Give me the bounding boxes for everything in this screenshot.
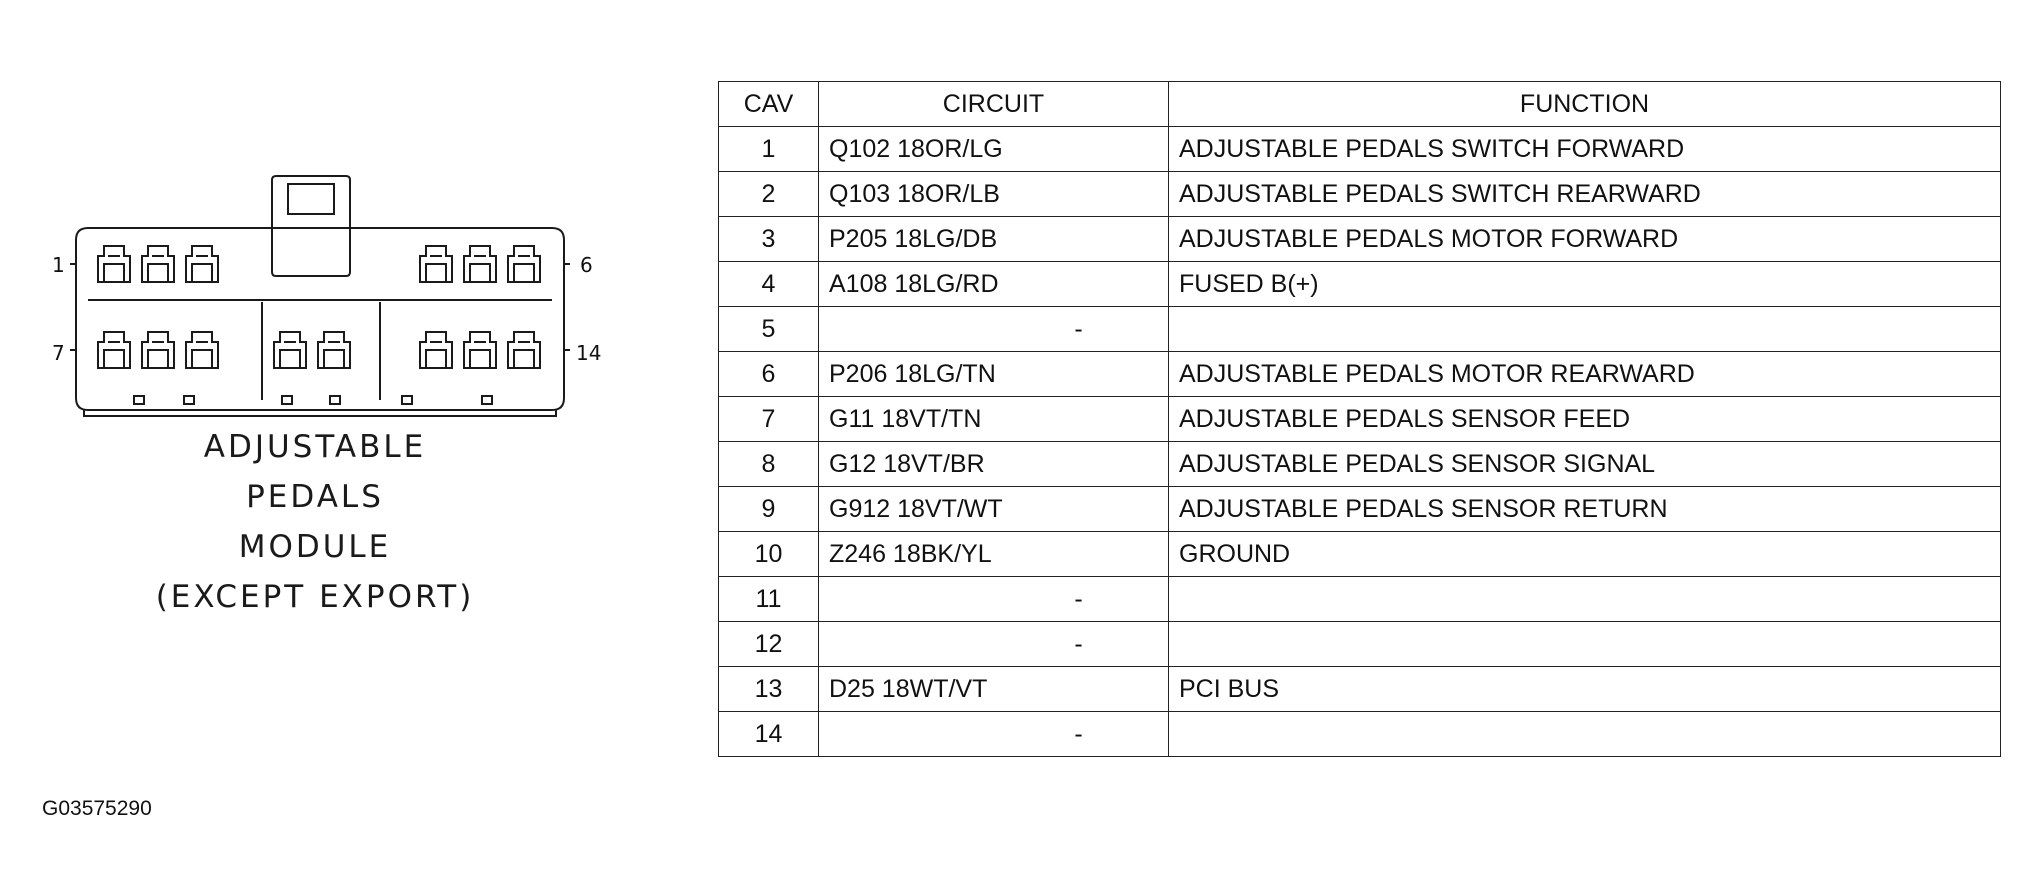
cell-function: ADJUSTABLE PEDALS SWITCH REARWARD	[1169, 172, 2001, 217]
cell-function	[1169, 712, 2001, 757]
cell-circuit: -	[819, 712, 1169, 757]
terminal-cavity	[420, 246, 452, 282]
cell-function: FUSED B(+)	[1169, 262, 2001, 307]
caption-line-2: PEDALS	[246, 479, 384, 515]
cell-cav: 14	[719, 712, 819, 757]
terminal-cavity	[508, 246, 540, 282]
terminal-cavity	[508, 332, 540, 368]
cell-cav: 6	[719, 352, 819, 397]
caption-line-3: MODULE	[238, 529, 392, 565]
figure-id: G03575290	[42, 797, 152, 820]
cell-function: ADJUSTABLE PEDALS MOTOR REARWARD	[1169, 352, 2001, 397]
terminal-cavity	[420, 332, 452, 368]
cell-circuit: Z246 18BK/YL	[819, 532, 1169, 577]
cell-function: GROUND	[1169, 532, 2001, 577]
table-row	[719, 442, 2001, 487]
cell-function	[1169, 577, 2001, 622]
terminal-cavity	[464, 332, 496, 368]
cell-function: PCI BUS	[1169, 667, 2001, 712]
table-row	[719, 712, 2001, 757]
cell-function: ADJUSTABLE PEDALS SENSOR RETURN	[1169, 487, 2001, 532]
cell-function: ADJUSTABLE PEDALS SENSOR FEED	[1169, 397, 2001, 442]
cell-cav: 13	[719, 667, 819, 712]
cell-cav: 8	[719, 442, 819, 487]
cell-function: ADJUSTABLE PEDALS SWITCH FORWARD	[1169, 127, 2001, 172]
terminal-cavity	[186, 246, 218, 282]
pin-label-1: 1	[52, 253, 65, 277]
table-row	[719, 307, 2001, 352]
cell-cav: 10	[719, 532, 819, 577]
table-header-row	[719, 82, 2001, 127]
table-row	[719, 667, 2001, 712]
cell-circuit: -	[819, 577, 1169, 622]
pin-label-14: 14	[576, 341, 602, 365]
cell-function: ADJUSTABLE PEDALS SENSOR SIGNAL	[1169, 442, 2001, 487]
cell-cav: 5	[719, 307, 819, 352]
cell-cav: 12	[719, 622, 819, 667]
cell-circuit: -	[819, 622, 1169, 667]
cell-cav: 4	[719, 262, 819, 307]
cell-circuit: G11 18VT/TN	[819, 397, 1169, 442]
cell-circuit: G912 18VT/WT	[819, 487, 1169, 532]
cell-cav: 9	[719, 487, 819, 532]
pin-label-6: 6	[580, 253, 593, 277]
header-cav: CAV	[719, 82, 819, 127]
cell-circuit: Q102 18OR/LG	[819, 127, 1169, 172]
cell-circuit: A108 18LG/RD	[819, 262, 1169, 307]
table-row	[719, 622, 2001, 667]
table-row	[719, 127, 2001, 172]
table-row	[719, 397, 2001, 442]
table-row	[719, 352, 2001, 397]
table-row	[719, 172, 2001, 217]
cell-cav: 2	[719, 172, 819, 217]
cell-circuit: Q103 18OR/LB	[819, 172, 1169, 217]
cell-cav: 7	[719, 397, 819, 442]
cell-circuit: D25 18WT/VT	[819, 667, 1169, 712]
cell-function	[1169, 307, 2001, 352]
pinout-table	[718, 81, 2001, 757]
terminal-cavity	[98, 246, 130, 282]
table-row	[719, 577, 2001, 622]
terminal-cavity	[142, 332, 174, 368]
table-row	[719, 262, 2001, 307]
cell-function: ADJUSTABLE PEDALS MOTOR FORWARD	[1169, 217, 2001, 262]
cell-circuit: P205 18LG/DB	[819, 217, 1169, 262]
terminal-cavity	[464, 246, 496, 282]
cell-circuit: P206 18LG/TN	[819, 352, 1169, 397]
table-row	[719, 217, 2001, 262]
header-function: FUNCTION	[1169, 82, 2001, 127]
terminal-cavity	[274, 332, 306, 368]
terminal-cavity	[318, 332, 350, 368]
cell-cav: 11	[719, 577, 819, 622]
table-row	[719, 532, 2001, 577]
table-row	[719, 487, 2001, 532]
cell-circuit: -	[819, 307, 1169, 352]
terminal-cavity	[142, 246, 174, 282]
connector-face-diagram	[30, 170, 610, 420]
terminal-cavity	[186, 332, 218, 368]
terminal-cavity	[98, 332, 130, 368]
cell-cav: 1	[719, 127, 819, 172]
cell-function	[1169, 622, 2001, 667]
caption-line-4: (EXCEPT EXPORT)	[155, 579, 475, 615]
header-circuit: CIRCUIT	[819, 82, 1169, 127]
pin-label-7: 7	[52, 341, 65, 365]
cell-circuit: G12 18VT/BR	[819, 442, 1169, 487]
caption-line-1: ADJUSTABLE	[203, 429, 427, 465]
cell-cav: 3	[719, 217, 819, 262]
